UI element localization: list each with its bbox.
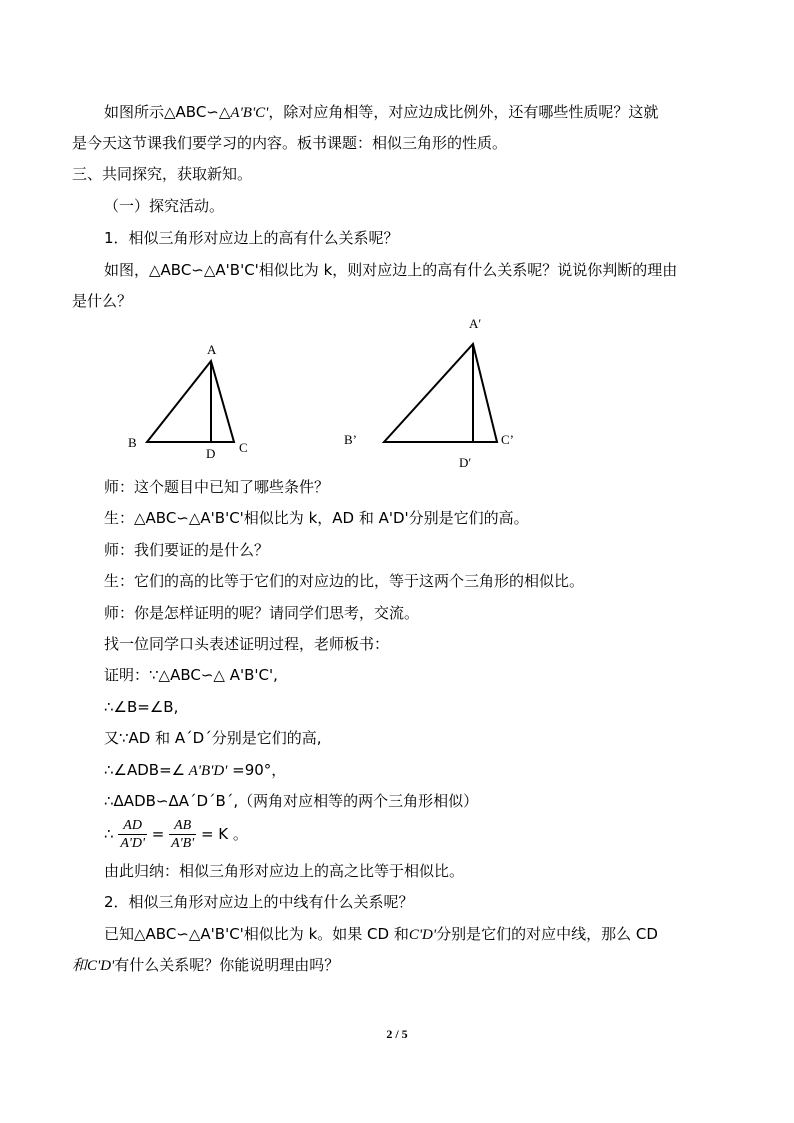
fraction-1-denominator: A'D' [120,836,145,851]
question-2-title: 2．相似三角形对应边上的中线有什么关系呢？ [104,893,414,911]
question-2-text-1-a: 已知△ABC∽△A'B'C'相似比为 k。如果 CD 和 [104,925,409,943]
median-label-2: 和C'D' [72,958,115,974]
conclusion-line: 由此归纳：相似三角形对应边上的高之比等于相似比。 [104,862,465,880]
student-line-1: 生：△ABC∽△A'B'C'相似比为 k，AD 和 A'D'分别是它们的高。 [104,509,529,527]
question-1-text-2: 是什么？ [72,292,133,310]
teacher-line-2: 师：我们要证的是什么？ [104,541,270,559]
proof-line-5: ∴ΔADB∽ΔA´D´B´,（两角对应相等的两个三角形相似） [104,792,479,810]
fraction-ab-over-a2b2 [169,817,196,852]
fraction-ad-over-a2d2 [118,817,147,852]
intro-text-a: 如图所示△ABC∽△ [104,103,231,121]
proof-angle-label: A'B'D' [185,763,228,779]
fraction-1-numerator: AD [118,817,147,835]
narration-line: 找一位同学口头表述证明过程，老师板书： [104,635,390,653]
proof-line-4-b: =90°， [227,761,287,779]
proof-line-1: 证明：∵△ABC∽△ A'B'C', [104,666,278,684]
proof-ratio-line [104,816,248,852]
proof-line-3: 又∵AD 和 A´D´分别是它们的高, [104,729,322,747]
ratio-result: = K 。 [196,825,248,843]
triangle-abc [147,361,234,442]
equals-sign: = [146,825,170,843]
proof-line-2: ∴∠B=∠B, [104,698,179,716]
intro-text-b: ，除对应角相等，对应边成比例外，还有哪些性质呢？这就 [268,103,659,121]
activity-heading: （一）探究活动。 [104,197,225,215]
label-d-prime: D′ [459,455,472,470]
median-label-1: C'D' [408,927,437,943]
label-d: D [206,446,216,461]
question-1-text-1: 如图，△ABC∽△A'B'C'相似比为 k，则对应边上的高有什么关系呢？说说你判断的理由 [104,261,678,279]
page-number: 2 / 5 [386,1027,408,1041]
label-b: B [128,435,137,450]
intro-line-2: 是今天这节课我们要学习的内容。板书课题：相似三角形的性质。 [72,134,508,152]
proof-line-4 [104,760,286,781]
label-c-prime: C’ [501,432,514,447]
proof-line-4-a: ∴∠ADB=∠ [104,761,186,779]
question-2-text-2-b: 有什么关系呢？你能说明理由吗？ [114,956,340,974]
triangle-a2b2c2 [384,344,497,442]
label-a-prime: A′ [469,316,482,331]
label-c: C [239,440,248,455]
therefore-symbol: ∴ [104,825,119,843]
section-heading-3: 三、共同探究，获取新知。 [72,165,253,183]
fraction-2-denominator: A'B' [171,836,195,851]
teacher-line-1: 师：这个题目中已知了哪些条件？ [104,478,330,496]
question-2-text-1 [104,924,658,945]
fraction-2-numerator: AB [169,817,196,835]
student-line-2: 生：它们的高的比等于它们的对应边的比，等于这两个三角形的相似比。 [104,572,585,590]
teacher-line-3: 师：你是怎样证明的呢？请同学们思考，交流。 [104,604,420,622]
question-2-text-1-b: 分别是它们的对应中线，那么 CD [436,925,658,943]
label-a: A [207,342,217,357]
question-1-title: 1．相似三角形对应边上的高有什么关系呢？ [104,229,399,247]
intro-triangle-label: A'B'C' [230,105,269,121]
question-2-text-2 [72,955,339,976]
label-b-prime: B’ [344,432,357,447]
